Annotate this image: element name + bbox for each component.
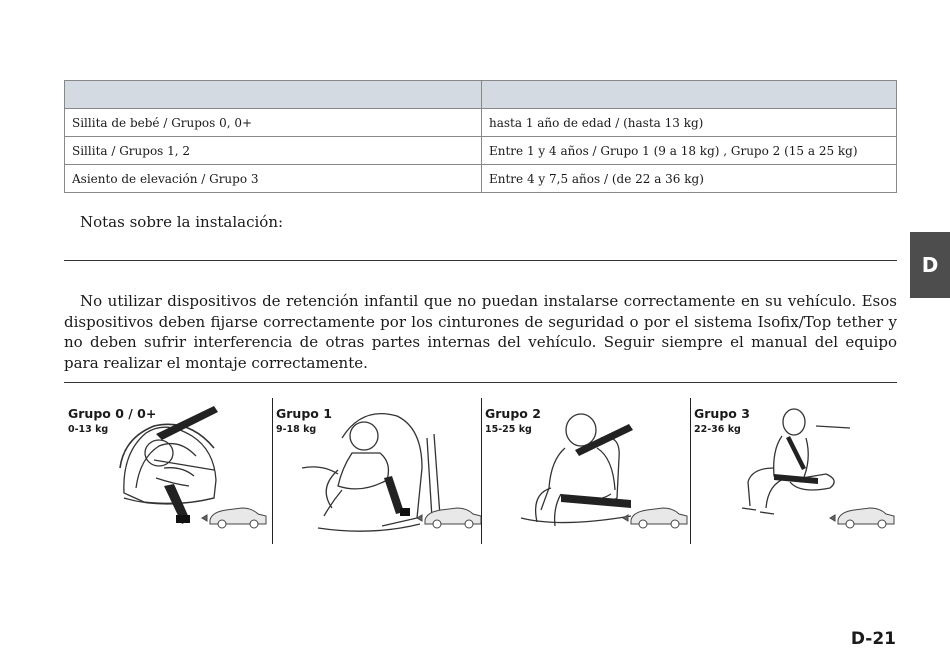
table-cell: Entre 4 y 7,5 años / (de 22 a 36 kg) [482,165,897,193]
table-header-cell [65,81,482,109]
table-header-row [65,81,897,109]
group-title: Grupo 1 [276,406,332,421]
group-weight: 22-36 kg [694,424,741,435]
table-row [65,137,897,165]
seat-groups-panel [64,398,897,544]
group-1-panel [272,398,481,544]
divider-line [64,260,897,261]
table-cell: Sillita de bebé / Grupos 0, 0+ [65,109,482,137]
group-title: Grupo 3 [694,406,750,421]
section-tab: D [910,232,950,298]
table-header-cell [482,81,897,109]
child-seat-table [64,80,897,193]
page-number: D-21 [850,629,896,649]
table-cell: Asiento de elevación / Grupo 3 [65,165,482,193]
group-title: Grupo 0 / 0+ [68,406,157,421]
table-cell: hasta 1 año de edad / (hasta 13 kg) [482,109,897,137]
table-row [65,109,897,137]
group-0-panel [64,398,272,544]
table-cell: Entre 1 y 4 años / Grupo 1 (9 a 18 kg) , Grupo 2 (15 a 25 kg) [482,137,897,165]
group-3-panel [690,398,897,544]
group-title: Grupo 2 [485,406,541,421]
group-weight: 0-13 kg [68,424,109,435]
group-2-panel [481,398,690,544]
warning-paragraph: No utilizar dispositivos de retención infantil que no puedan instalarse correctamente en su vehículo. Esos dispositivos deben fijarse correctamente por los cinturones de seguridad o por el sistema Isofix/Top tether y no deben sufrir interferencia de otras partes internas del vehículo. Seguir siempre el manual del equipo para realizar el montaje correctamente. [64,292,897,372]
notes-heading: Notas sobre la instalación: [80,213,284,231]
group-weight: 15-25 kg [485,424,532,435]
table-row [65,165,897,193]
table-cell: Sillita / Grupos 1, 2 [65,137,482,165]
group-weight: 9-18 kg [276,424,317,435]
divider-line [64,382,897,383]
